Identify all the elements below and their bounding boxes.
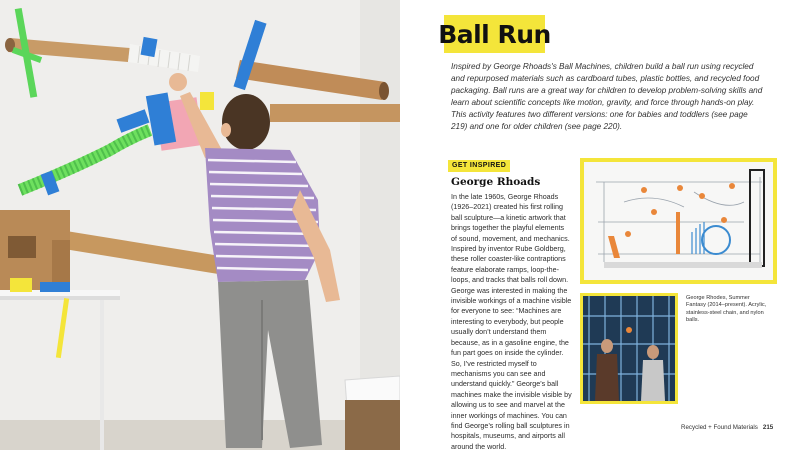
ball-machine-photo <box>580 158 777 284</box>
ball-run-scene-illustration <box>0 0 400 450</box>
page-title <box>438 15 551 53</box>
photo-caption: George Rhodes, Summer Fantasy (2014–present). Acrylic, stainless-steel chain, and nylon balls. <box>686 295 767 324</box>
section-title: George Rhoads <box>451 176 541 188</box>
intro-paragraph: Inspired by George Rhoads's Ball Machines, children build a ball run using recycled and repurposed materials such as cardboard tubes, plastic bottles, and recycled food packaging. Ball runs are a great way for children to develop problem-solving skills and learn about scientific concepts like motion, gravity, and force through hands-on play. This activity features two different versions: one for babies and toddlers (see page 219) and one for older children (see page 220). <box>451 62 763 132</box>
people-viewing-photo <box>580 293 678 404</box>
get-inspired-badge: GET INSPIRED <box>448 160 510 172</box>
page-number: 215 <box>762 424 774 431</box>
people-viewing-illustration <box>583 296 675 401</box>
ball-machine-illustration <box>584 162 773 280</box>
body-text: In the late 1960s, George Rhoads (1926–2021) created his first rolling ball sculpture—a kinetic artwork that brings together the playful elements of sound, movement, and mechanics. Inspired by inventor Rube Goldberg, these roller coaster-like contraptions feature elaborate ramps, loop-the-loops, and tracks that balls roll down. George was interested in making the invisible workings of a machine visible for everyone to see: “Machines are interesting to everybody, but people usually don’t understand them because, as in a gasoline engine, the fun part goes on inside the cylinder. So, I’ve restricted myself to mechanisms you can see and understand quickly.” George’s ball machines make the invisible visible by allowing us to see and marvel at the inner workings of machines. You can find George’s rolling ball sculptures in hospitals, museums, and airports all around the world. <box>451 193 572 451</box>
cardboard-tube-middle <box>270 104 400 122</box>
footer-section-label: Recycled + Found Materials <box>681 424 758 431</box>
left-photo <box>0 0 400 450</box>
page-footer <box>681 424 773 431</box>
page-title-text: Ball Run <box>438 19 551 49</box>
